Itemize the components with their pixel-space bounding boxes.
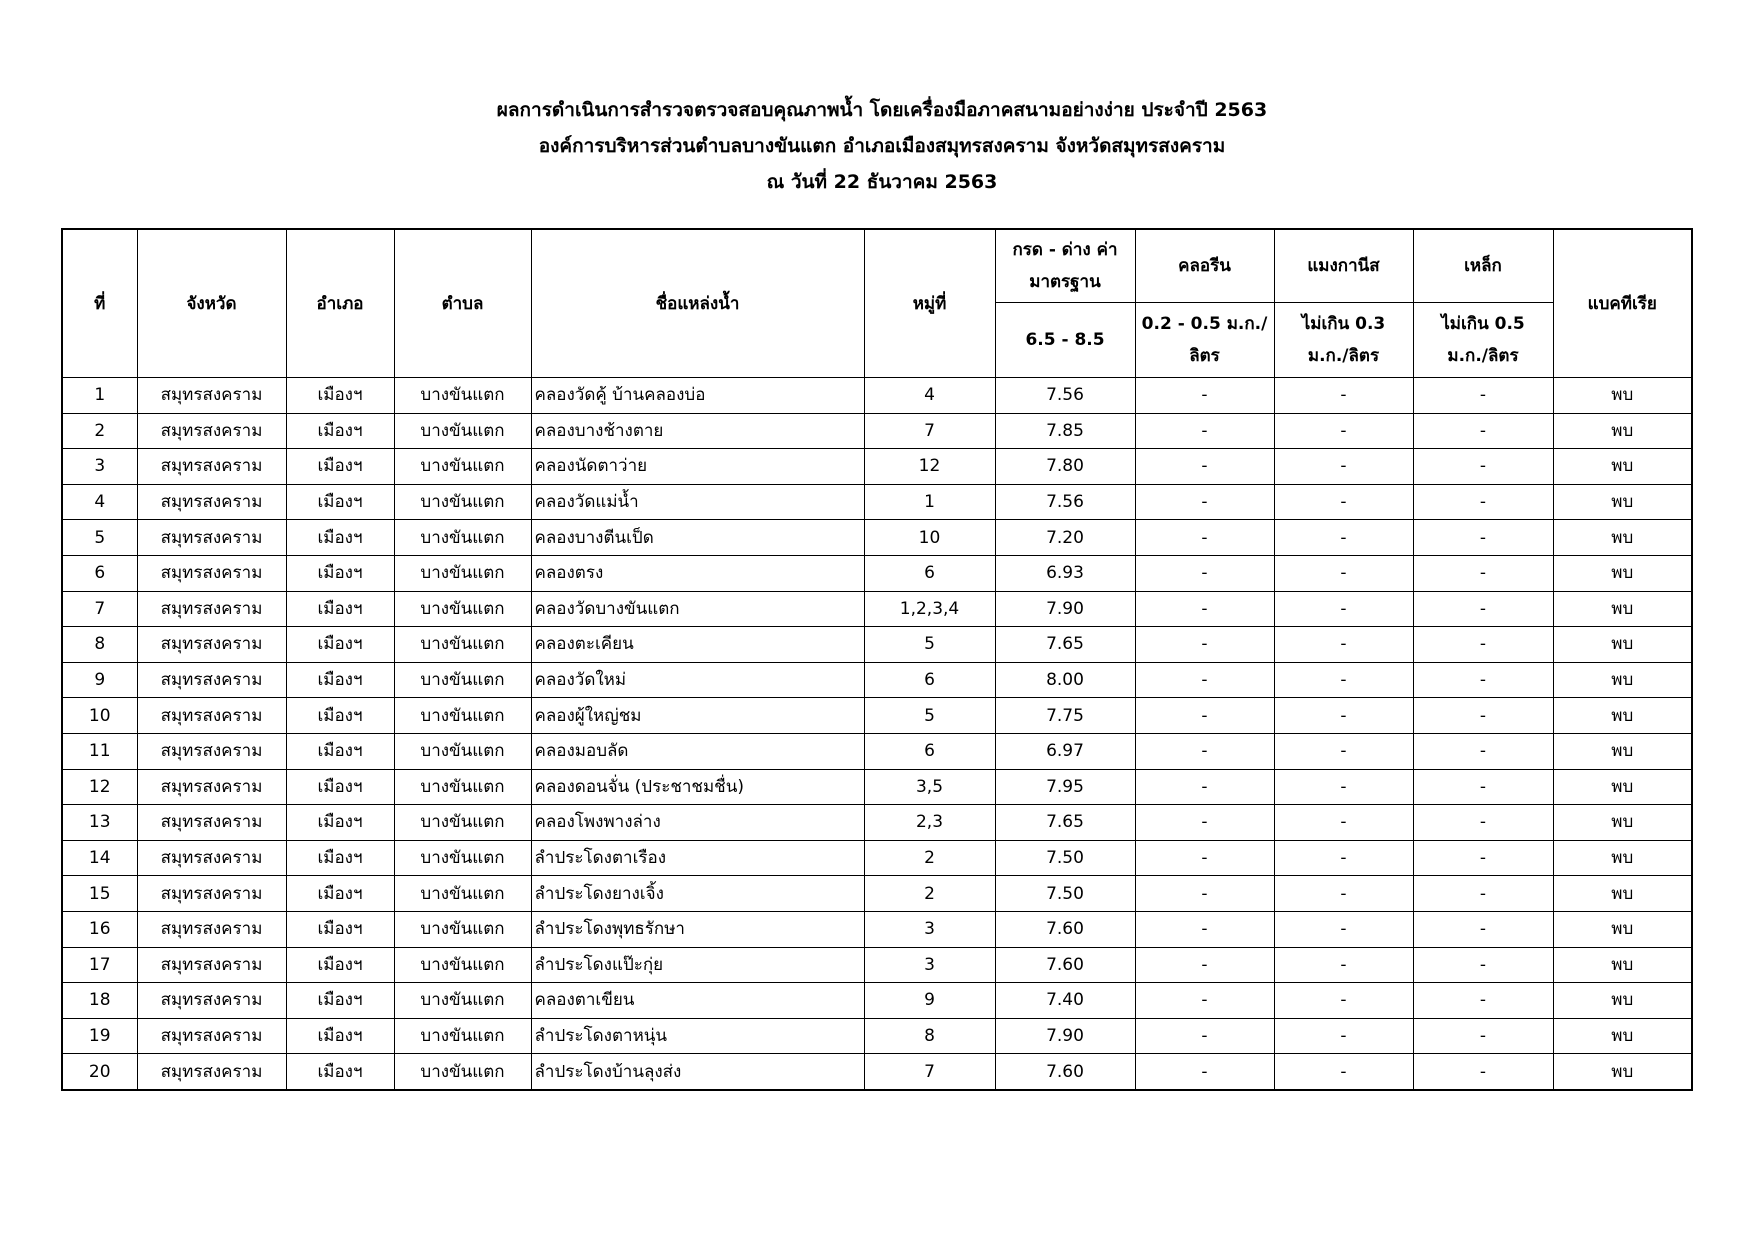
cell-manganese: -	[1274, 555, 1413, 591]
cell-ph: 7.60	[995, 947, 1135, 983]
cell-water-source: ลำประโดงบ้านลุงส่ง	[531, 1054, 864, 1090]
cell-water-source: คลองบางตีนเป็ด	[531, 520, 864, 556]
chlorine-standard-line2: ลิตร	[1189, 346, 1220, 366]
cell-district: เมืองฯ	[286, 805, 394, 841]
cell-ph: 7.65	[995, 805, 1135, 841]
cell-subdistrict: บางขันแตก	[394, 911, 531, 947]
cell-subdistrict: บางขันแตก	[394, 769, 531, 805]
cell-no: 17	[62, 947, 137, 983]
cell-district: เมืองฯ	[286, 698, 394, 734]
table-row	[62, 698, 1692, 734]
cell-no: 20	[62, 1054, 137, 1090]
cell-province: สมุทรสงคราม	[137, 662, 286, 698]
cell-district: เมืองฯ	[286, 378, 394, 414]
table-row	[62, 413, 1692, 449]
cell-iron: -	[1413, 627, 1553, 663]
cell-no: 19	[62, 1018, 137, 1054]
cell-chlorine: -	[1135, 413, 1274, 449]
cell-subdistrict: บางขันแตก	[394, 1054, 531, 1090]
cell-chlorine: -	[1135, 769, 1274, 805]
cell-village: 4	[864, 378, 995, 414]
cell-iron: -	[1413, 1054, 1553, 1090]
table-row	[62, 840, 1692, 876]
cell-district: เมืองฯ	[286, 520, 394, 556]
cell-manganese: -	[1274, 911, 1413, 947]
cell-bacteria: พบ	[1553, 1054, 1692, 1090]
cell-water-source: คลองตะเคียน	[531, 627, 864, 663]
cell-bacteria: พบ	[1553, 520, 1692, 556]
cell-district: เมืองฯ	[286, 627, 394, 663]
cell-province: สมุทรสงคราม	[137, 911, 286, 947]
cell-province: สมุทรสงคราม	[137, 698, 286, 734]
cell-manganese: -	[1274, 698, 1413, 734]
cell-bacteria: พบ	[1553, 378, 1692, 414]
table-row	[62, 769, 1692, 805]
cell-district: เมืองฯ	[286, 947, 394, 983]
cell-district: เมืองฯ	[286, 1054, 394, 1090]
cell-chlorine: -	[1135, 1054, 1274, 1090]
cell-chlorine: -	[1135, 805, 1274, 841]
header-chlorine: คลอรีน	[1135, 229, 1274, 303]
header-ph-line2: มาตรฐาน	[1029, 272, 1101, 292]
cell-province: สมุทรสงคราม	[137, 555, 286, 591]
cell-ph: 7.80	[995, 449, 1135, 485]
cell-chlorine: -	[1135, 449, 1274, 485]
cell-subdistrict: บางขันแตก	[394, 805, 531, 841]
cell-subdistrict: บางขันแตก	[394, 449, 531, 485]
table-row	[62, 983, 1692, 1019]
cell-bacteria: พบ	[1553, 733, 1692, 769]
cell-iron: -	[1413, 876, 1553, 912]
cell-iron: -	[1413, 413, 1553, 449]
cell-district: เมืองฯ	[286, 591, 394, 627]
header-district: อำเภอ	[286, 229, 394, 378]
cell-province: สมุทรสงคราม	[137, 591, 286, 627]
cell-bacteria: พบ	[1553, 876, 1692, 912]
cell-district: เมืองฯ	[286, 840, 394, 876]
cell-iron: -	[1413, 591, 1553, 627]
cell-chlorine: -	[1135, 378, 1274, 414]
cell-village: 2,3	[864, 805, 995, 841]
cell-water-source: คลองมอบลัด	[531, 733, 864, 769]
cell-ph: 7.90	[995, 591, 1135, 627]
cell-manganese: -	[1274, 805, 1413, 841]
cell-subdistrict: บางขันแตก	[394, 698, 531, 734]
cell-chlorine: -	[1135, 662, 1274, 698]
cell-ph: 6.93	[995, 555, 1135, 591]
cell-subdistrict: บางขันแตก	[394, 591, 531, 627]
header-chlorine-standard	[1135, 303, 1274, 378]
cell-bacteria: พบ	[1553, 698, 1692, 734]
cell-water-source: ลำประโดงยางเจิ้ง	[531, 876, 864, 912]
cell-chlorine: -	[1135, 733, 1274, 769]
cell-manganese: -	[1274, 378, 1413, 414]
table-row	[62, 947, 1692, 983]
cell-village: 3	[864, 947, 995, 983]
cell-bacteria: พบ	[1553, 413, 1692, 449]
cell-manganese: -	[1274, 1054, 1413, 1090]
cell-village: 6	[864, 662, 995, 698]
cell-water-source: คลองบางช้างตาย	[531, 413, 864, 449]
cell-bacteria: พบ	[1553, 805, 1692, 841]
cell-district: เมืองฯ	[286, 662, 394, 698]
cell-iron: -	[1413, 983, 1553, 1019]
cell-iron: -	[1413, 947, 1553, 983]
cell-chlorine: -	[1135, 840, 1274, 876]
cell-subdistrict: บางขันแตก	[394, 484, 531, 520]
cell-manganese: -	[1274, 769, 1413, 805]
cell-province: สมุทรสงคราม	[137, 413, 286, 449]
cell-province: สมุทรสงคราม	[137, 1054, 286, 1090]
header-manganese-standard	[1274, 303, 1413, 378]
cell-water-source: คลองวัดคู้ บ้านคลองบ่อ	[531, 378, 864, 414]
cell-no: 12	[62, 769, 137, 805]
report-title: ผลการดำเนินการสำรวจตรวจสอบคุณภาพน้ำ โดยเครื่องมือภาคสนามอย่างง่าย ประจำปี 2563	[496, 99, 1268, 121]
cell-province: สมุทรสงคราม	[137, 1018, 286, 1054]
cell-bacteria: พบ	[1553, 983, 1692, 1019]
table-header	[62, 229, 1692, 378]
table-row	[62, 520, 1692, 556]
header-iron: เหล็ก	[1413, 229, 1553, 303]
cell-ph: 6.97	[995, 733, 1135, 769]
header-ph	[995, 229, 1135, 303]
cell-no: 13	[62, 805, 137, 841]
header-no: ที่	[62, 229, 137, 378]
cell-district: เมืองฯ	[286, 1018, 394, 1054]
cell-subdistrict: บางขันแตก	[394, 520, 531, 556]
cell-district: เมืองฯ	[286, 733, 394, 769]
cell-iron: -	[1413, 1018, 1553, 1054]
cell-manganese: -	[1274, 591, 1413, 627]
cell-village: 1	[864, 484, 995, 520]
cell-water-source: คลองตรง	[531, 555, 864, 591]
cell-water-source: ลำประโดงตาเรือง	[531, 840, 864, 876]
cell-manganese: -	[1274, 662, 1413, 698]
cell-province: สมุทรสงคราม	[137, 733, 286, 769]
cell-bacteria: พบ	[1553, 627, 1692, 663]
cell-village: 2	[864, 876, 995, 912]
cell-province: สมุทรสงคราม	[137, 484, 286, 520]
document-header	[0, 92, 1754, 200]
cell-province: สมุทรสงคราม	[137, 769, 286, 805]
cell-village: 5	[864, 698, 995, 734]
cell-bacteria: พบ	[1553, 947, 1692, 983]
cell-ph: 7.65	[995, 627, 1135, 663]
cell-ph: 7.20	[995, 520, 1135, 556]
cell-subdistrict: บางขันแตก	[394, 1018, 531, 1054]
cell-no: 14	[62, 840, 137, 876]
cell-subdistrict: บางขันแตก	[394, 413, 531, 449]
cell-water-source: คลองโพงพางล่าง	[531, 805, 864, 841]
iron-standard-line2: ม.ก./ลิตร	[1447, 346, 1519, 366]
cell-district: เมืองฯ	[286, 484, 394, 520]
cell-village: 12	[864, 449, 995, 485]
cell-iron: -	[1413, 698, 1553, 734]
header-bacteria: แบคทีเรีย	[1553, 229, 1692, 378]
cell-no: 16	[62, 911, 137, 947]
header-ph-range: 6.5 - 8.5	[995, 303, 1135, 378]
cell-manganese: -	[1274, 1018, 1413, 1054]
cell-ph: 7.95	[995, 769, 1135, 805]
cell-village: 8	[864, 1018, 995, 1054]
cell-manganese: -	[1274, 876, 1413, 912]
cell-chlorine: -	[1135, 911, 1274, 947]
table-row	[62, 555, 1692, 591]
cell-manganese: -	[1274, 413, 1413, 449]
cell-ph: 8.00	[995, 662, 1135, 698]
cell-province: สมุทรสงคราม	[137, 627, 286, 663]
cell-bacteria: พบ	[1553, 449, 1692, 485]
cell-province: สมุทรสงคราม	[137, 876, 286, 912]
cell-chlorine: -	[1135, 555, 1274, 591]
cell-chlorine: -	[1135, 591, 1274, 627]
cell-district: เมืองฯ	[286, 413, 394, 449]
cell-province: สมุทรสงคราม	[137, 947, 286, 983]
cell-province: สมุทรสงคราม	[137, 520, 286, 556]
cell-chlorine: -	[1135, 1018, 1274, 1054]
cell-water-source: คลองวัดบางขันแตก	[531, 591, 864, 627]
cell-district: เมืองฯ	[286, 555, 394, 591]
cell-water-source: คลองวัดแม่น้ำ	[531, 484, 864, 520]
cell-province: สมุทรสงคราม	[137, 378, 286, 414]
table-row	[62, 591, 1692, 627]
cell-no: 18	[62, 983, 137, 1019]
header-manganese: แมงกานีส	[1274, 229, 1413, 303]
cell-district: เมืองฯ	[286, 449, 394, 485]
cell-ph: 7.40	[995, 983, 1135, 1019]
cell-village: 3	[864, 911, 995, 947]
header-village: หมู่ที่	[864, 229, 995, 378]
cell-village: 3,5	[864, 769, 995, 805]
cell-no: 4	[62, 484, 137, 520]
cell-village: 6	[864, 733, 995, 769]
table-row	[62, 911, 1692, 947]
cell-bacteria: พบ	[1553, 840, 1692, 876]
cell-village: 6	[864, 555, 995, 591]
cell-chlorine: -	[1135, 876, 1274, 912]
cell-iron: -	[1413, 378, 1553, 414]
cell-ph: 7.60	[995, 1054, 1135, 1090]
cell-chlorine: -	[1135, 947, 1274, 983]
header-ph-line1: กรด - ด่าง ค่า	[1012, 240, 1118, 260]
cell-village: 10	[864, 520, 995, 556]
cell-no: 2	[62, 413, 137, 449]
cell-manganese: -	[1274, 947, 1413, 983]
cell-ph: 7.90	[995, 1018, 1135, 1054]
cell-iron: -	[1413, 805, 1553, 841]
cell-water-source: ลำประโดงพุทธรักษา	[531, 911, 864, 947]
manganese-standard-line2: ม.ก./ลิตร	[1307, 346, 1380, 366]
cell-province: สมุทรสงคราม	[137, 805, 286, 841]
cell-iron: -	[1413, 662, 1553, 698]
cell-no: 15	[62, 876, 137, 912]
cell-subdistrict: บางขันแตก	[394, 876, 531, 912]
cell-iron: -	[1413, 769, 1553, 805]
cell-subdistrict: บางขันแตก	[394, 733, 531, 769]
cell-water-source: คลองตาเขียน	[531, 983, 864, 1019]
header-water-source: ชื่อแหล่งน้ำ	[531, 229, 864, 378]
cell-no: 7	[62, 591, 137, 627]
cell-water-source: คลองวัดใหม่	[531, 662, 864, 698]
cell-subdistrict: บางขันแตก	[394, 555, 531, 591]
cell-subdistrict: บางขันแตก	[394, 627, 531, 663]
cell-iron: -	[1413, 449, 1553, 485]
cell-ph: 7.50	[995, 840, 1135, 876]
cell-bacteria: พบ	[1553, 555, 1692, 591]
cell-village: 7	[864, 413, 995, 449]
cell-subdistrict: บางขันแตก	[394, 662, 531, 698]
cell-village: 2	[864, 840, 995, 876]
cell-iron: -	[1413, 733, 1553, 769]
cell-bacteria: พบ	[1553, 662, 1692, 698]
table-row	[62, 484, 1692, 520]
manganese-standard-line1: ไม่เกิน 0.3	[1301, 314, 1386, 334]
header-iron-standard	[1413, 303, 1553, 378]
cell-bacteria: พบ	[1553, 484, 1692, 520]
cell-manganese: -	[1274, 627, 1413, 663]
cell-ph: 7.60	[995, 911, 1135, 947]
cell-subdistrict: บางขันแตก	[394, 947, 531, 983]
cell-no: 9	[62, 662, 137, 698]
cell-iron: -	[1413, 840, 1553, 876]
cell-village: 9	[864, 983, 995, 1019]
cell-iron: -	[1413, 520, 1553, 556]
table-row	[62, 805, 1692, 841]
table-row	[62, 449, 1692, 485]
table-row	[62, 733, 1692, 769]
cell-subdistrict: บางขันแตก	[394, 378, 531, 414]
cell-ph: 7.50	[995, 876, 1135, 912]
table-row	[62, 1018, 1692, 1054]
cell-ph: 7.56	[995, 378, 1135, 414]
cell-no: 8	[62, 627, 137, 663]
cell-manganese: -	[1274, 449, 1413, 485]
table-row	[62, 627, 1692, 663]
cell-water-source: คลองดอนจั่น (ประชาชมชื่น)	[531, 769, 864, 805]
cell-ph: 7.56	[995, 484, 1135, 520]
table-row	[62, 1054, 1692, 1090]
cell-bacteria: พบ	[1553, 911, 1692, 947]
table-row	[62, 378, 1692, 414]
cell-no: 5	[62, 520, 137, 556]
cell-province: สมุทรสงคราม	[137, 449, 286, 485]
cell-ph: 7.85	[995, 413, 1135, 449]
table-row	[62, 662, 1692, 698]
cell-chlorine: -	[1135, 698, 1274, 734]
table-row	[62, 876, 1692, 912]
cell-district: เมืองฯ	[286, 876, 394, 912]
cell-ph: 7.75	[995, 698, 1135, 734]
water-quality-table	[61, 228, 1693, 1091]
cell-district: เมืองฯ	[286, 769, 394, 805]
cell-bacteria: พบ	[1553, 769, 1692, 805]
cell-chlorine: -	[1135, 627, 1274, 663]
cell-bacteria: พบ	[1553, 591, 1692, 627]
cell-no: 1	[62, 378, 137, 414]
header-province: จังหวัด	[137, 229, 286, 378]
cell-water-source: คลองผู้ใหญ่ชม	[531, 698, 864, 734]
cell-subdistrict: บางขันแตก	[394, 983, 531, 1019]
cell-manganese: -	[1274, 520, 1413, 556]
cell-water-source: ลำประโดงตาหนุ่น	[531, 1018, 864, 1054]
cell-chlorine: -	[1135, 983, 1274, 1019]
cell-manganese: -	[1274, 733, 1413, 769]
cell-province: สมุทรสงคราม	[137, 983, 286, 1019]
cell-district: เมืองฯ	[286, 983, 394, 1019]
cell-iron: -	[1413, 484, 1553, 520]
cell-subdistrict: บางขันแตก	[394, 840, 531, 876]
organization-title: องค์การบริหารส่วนตำบลบางขันแตก อำเภอเมืองสมุทรสงคราม จังหวัดสมุทรสงคราม	[538, 135, 1226, 157]
cell-iron: -	[1413, 555, 1553, 591]
cell-no: 11	[62, 733, 137, 769]
header-subdistrict: ตำบล	[394, 229, 531, 378]
cell-manganese: -	[1274, 840, 1413, 876]
report-date: ณ วันที่ 22 ธันวาคม 2563	[766, 171, 998, 193]
cell-chlorine: -	[1135, 484, 1274, 520]
cell-no: 6	[62, 555, 137, 591]
cell-manganese: -	[1274, 983, 1413, 1019]
cell-village: 1,2,3,4	[864, 591, 995, 627]
cell-no: 10	[62, 698, 137, 734]
cell-chlorine: -	[1135, 520, 1274, 556]
cell-village: 5	[864, 627, 995, 663]
cell-iron: -	[1413, 911, 1553, 947]
cell-no: 3	[62, 449, 137, 485]
cell-water-source: คลองนัดตาว่าย	[531, 449, 864, 485]
cell-bacteria: พบ	[1553, 1018, 1692, 1054]
cell-province: สมุทรสงคราม	[137, 840, 286, 876]
cell-water-source: ลำประโดงแป๊ะกุ่ย	[531, 947, 864, 983]
cell-village: 7	[864, 1054, 995, 1090]
iron-standard-line1: ไม่เกิน 0.5	[1441, 314, 1525, 334]
table-body	[62, 378, 1692, 1090]
cell-district: เมืองฯ	[286, 911, 394, 947]
chlorine-standard-line1: 0.2 - 0.5 ม.ก./	[1141, 314, 1268, 334]
cell-manganese: -	[1274, 484, 1413, 520]
